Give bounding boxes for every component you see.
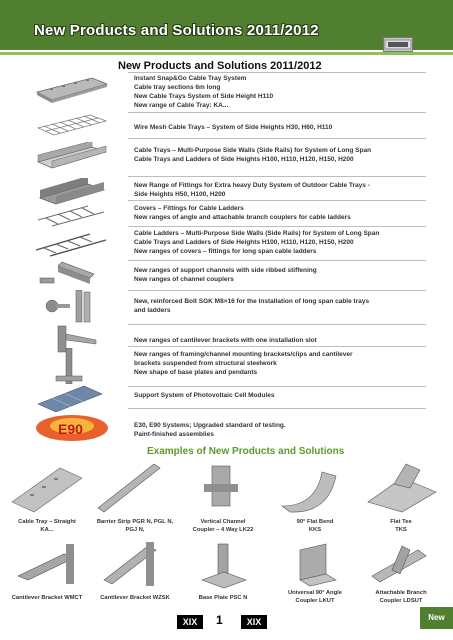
row-text: New ranges of cantilever brackets with one installation slot [134,337,317,344]
product-row-8 [32,290,424,324]
row-text: New Range of Fittings for Extra heavy Duty System of Outdoor Cable Trays - Side Heights H50, H100, H200 [134,182,370,198]
example-label: Universal 90° Angle Coupler LKUT [288,590,342,604]
product-row-5 [32,200,424,228]
row-divider [128,200,426,201]
example-label: Barrier Strip PGR N, PGL N, PGJ N, [96,519,174,533]
company-logo [383,37,413,52]
example-label: Attachable Branch Coupler LDSUT [375,590,427,604]
footer-mark-left: XIX [177,615,203,629]
row-text: Wire Mesh Cable Trays – System of Side Heights H30, H60, H110 [134,124,333,131]
example-cable-tray-image [8,462,86,514]
product-row-7 [32,260,424,288]
example-angle-coupler-image [276,540,354,590]
row-divider [128,176,426,177]
row-text: Instant Snap&Go Cable Tray System Cable tray sections 6m long New Cable Trays System of Side Height H110 New range of Cable Tray: KA... [134,75,274,109]
example-branch-coupler-image [362,540,440,590]
row-divider [128,112,426,113]
row-divider [128,138,426,139]
example-flat-bend-image [276,462,354,514]
example-cantilever-wzsk-image [94,540,172,590]
product-row-3 [32,138,424,174]
product-row-1 [32,72,424,108]
page-number: 1 [216,613,223,627]
example-label: Cantilever Bracket WZSK [100,595,170,601]
row-text: New ranges of framing/channel mounting brackets/clips and cantilever brackets suspended from structural steelwork New shape of base plates and pendants [134,351,353,376]
cable-ladder-image [32,230,112,263]
section-title: New Products and Solutions 2011/2012 [118,60,322,72]
row-text: New, reinforced Bolt SGK M8×16 for the Installation of long span cable trays and ladders [134,298,370,314]
fire-test-image [32,412,112,447]
product-row-6 [32,226,424,260]
row-text: E30, E90 Systems; Upgraded standard of testing. Paint-finished assemblies [134,422,286,438]
header-title: New Products and Solutions 2011/2012 [34,22,319,39]
row-divider [128,346,426,347]
example-cantilever-wmct-image [8,540,86,590]
product-row-10 [32,346,424,386]
row-text: New ranges of support channels with side ribbed stiffening New ranges of channel couplers [134,267,317,283]
row-divider [128,72,426,73]
row-divider [128,260,426,261]
row-divider [128,290,426,291]
example-channel-coupler-image [184,462,262,514]
side-rail-image [32,142,112,177]
example-base-plate-image [184,540,262,590]
cable-tray-image [32,74,112,109]
row-text: Cable Trays – Multi-Purpose Side Walls (Side Rails) for System of Long Span Cable Trays and Ladders of Side Heights H100, H110, H120, H150, H200 [134,147,372,163]
row-text: Covers – Fittings for Cable Ladders New ranges of angle and attachable branch couplers for cable ladders [134,205,351,221]
footer [0,612,453,634]
examples-title: Examples of New Products and Solutions [147,446,345,457]
footer-mark-right: XIX [241,615,267,629]
row-text: Cable Ladders – Multi-Purpose Side Walls (Side Rails) for System of Long Span Cable Trays and Ladders of Side Heights H100, H110, H120, H150, H200 New ranges of covers – fittings for long span cable ladders [134,230,380,255]
row-divider [128,226,426,227]
row-divider [128,386,426,387]
row-divider [128,324,426,325]
example-label: Vertical Channel Coupler – 4 Way LK22 [192,519,254,533]
example-barrier-strip-image [94,462,172,514]
example-label: 90° Flat Bend KKS [296,519,334,533]
example-label: Base Plate PSC N [198,595,248,601]
example-label: Cantilever Bracket WMCT [11,595,83,601]
row-text: Support System of Photovoltaic Cell Modules [134,392,275,399]
product-row-12 [32,408,424,442]
row-divider [128,408,426,409]
svg-text:E90: E90 [58,421,83,437]
example-flat-tee-image [362,462,440,514]
side-tab-new[interactable]: New [420,607,453,629]
example-label: Flat Tee TKS [390,519,412,533]
example-label: Cable Tray – Straight KA... [18,519,76,533]
